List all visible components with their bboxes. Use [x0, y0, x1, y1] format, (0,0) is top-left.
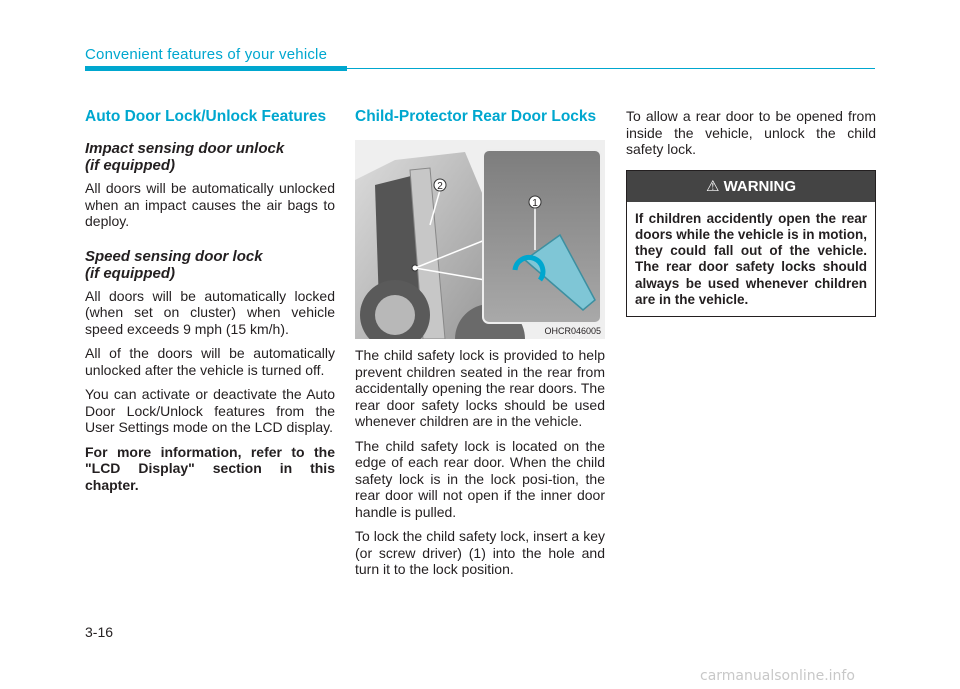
callout-1-label: 1 [532, 198, 538, 209]
paragraph: To allow a rear door to be opened from inside the vehicle, unlock the child safety lock. [626, 108, 876, 157]
subsection-title-line: Impact sensing door unlock [85, 140, 285, 157]
paragraph: The child safety lock is located on the edge of each rear door. When the child safety lock is in the lock posi-tion, the rear door will not open if the inner door handle is pulled. [355, 437, 605, 520]
subsection-title-line: (if equipped) [85, 264, 175, 282]
warning-triangle-icon: ⚠ [705, 177, 720, 195]
callout-2-label: 2 [437, 181, 443, 192]
header-rule [347, 68, 875, 69]
paragraph: To lock the child safety lock, insert a key (or screw driver) (1) into the hole and turn it to the lock position. [355, 528, 605, 577]
warning-label: WARNING [723, 177, 797, 195]
subsection-title-impact-unlock [85, 140, 335, 174]
paragraph: All doors will be automatically locked (when set on cluster) when vehicle speed exceeds 9 mph (15 km/h). [85, 287, 335, 337]
figure-code: OHCR046005 [544, 326, 601, 336]
child-lock-illustration [355, 140, 605, 339]
paragraph-reference: For more information, refer to the "LCD Display" section in this chapter. [85, 443, 335, 493]
warning-box [626, 170, 876, 318]
warning-header [627, 171, 875, 202]
door-illustration [355, 140, 605, 339]
paragraph: The child safety lock is provided to help prevent children seated in the rear from accidentally opening the rear doors. The rear door safety locks should be used whenever children are in the vehicle. [355, 347, 605, 429]
section-title-child-protector: Child-Protector Rear Door Locks [355, 108, 597, 125]
header-section-title: Convenient features of your vehicle [85, 46, 328, 63]
section-title-auto-door-lock: Auto Door Lock/Unlock Features [85, 108, 327, 125]
paragraph: All doors will be automatically unlocked when an impact causes the air bags to deploy. [85, 180, 335, 229]
subsection-title-line: Speed sensing door lock [85, 247, 263, 265]
warning-text: If children accidently open the rear doors while the vehicle is in motion, they could fall out of the vehicle. The rear door safety locks should always be used whenever children are in the vehicle. [635, 210, 867, 307]
column-auto-door-lock [85, 108, 335, 501]
subsection-title-line: (if equipped) [85, 157, 175, 174]
column-child-protector [355, 108, 605, 586]
wheel-hub [375, 295, 415, 335]
subsection-title-speed-lock [85, 248, 335, 282]
watermark: carmanualsonline.info [700, 668, 855, 684]
paragraph: You can activate or deactivate the Auto Door Lock/Unlock features from the User Settings mode on the LCD display. [85, 386, 335, 435]
paragraph: All of the doors will be automatically unlocked after the vehicle is turned off. [85, 345, 335, 378]
page-number: 3-16 [85, 624, 114, 640]
column-unlock-warning [626, 108, 876, 317]
header-bar [85, 66, 347, 71]
